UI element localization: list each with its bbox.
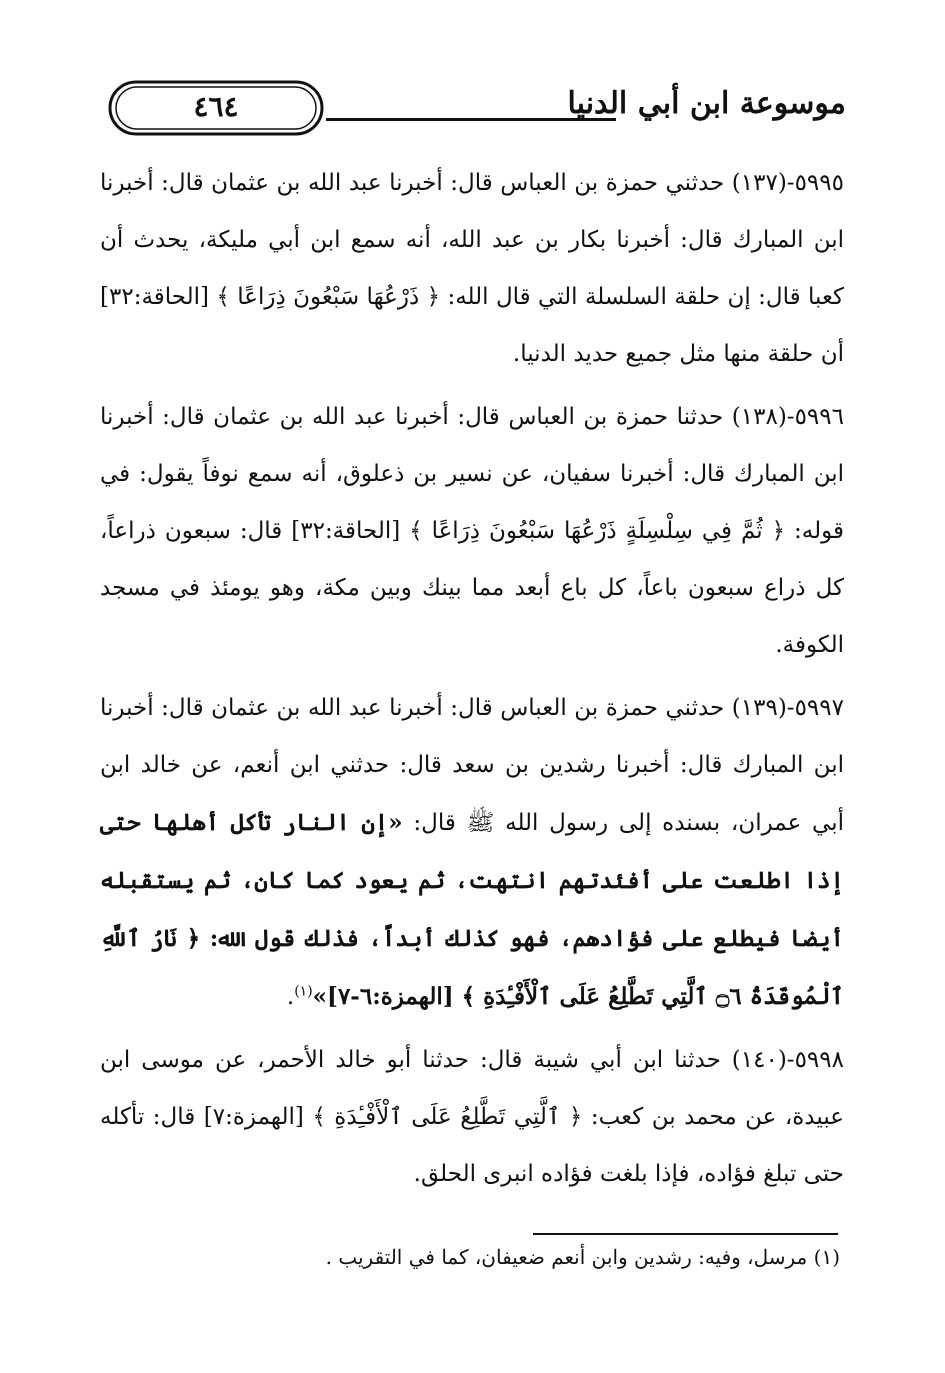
footnote-divider [533,1233,838,1235]
page-number: ٤٦٤ [193,90,239,123]
footnote: (١) مرسل، وفيه: رشدين وابن أنعم ضعيفان، كما في التقريب . [325,1245,840,1269]
hadith-matn: «إن النار تأكل أهلها حتى إذا اطلعت على أفئدتهم انتهت، ثم يعود كما كان، ثم يستقبله أيضا فيطلع على فؤادهم، فهو كذلك أبداً، فذلك قول الله: ﴿ نَارُ ٱللَّهِ ٱلْمُوقَدَةُ ۝٦ ٱلَّتِي تَطَّلِعُ عَلَى ٱلْأَفْـِٔدَةِ ﴾ [الهمزة:٦-٧]» [100,809,844,1010]
hadith-paragraph-5998: ٥٩٩٨-(١٤٠) حدثنا ابن أبي شيبة قال: حدثنا أبو خالد الأحمر، عن موسى ابن عبيدة، عن محمد بن كعب: ﴿ ٱلَّتِي تَطَّلِعُ عَلَى ٱلْأَفْـِٔدَةِ ﴾ [الهمزة:٧] قال: تأكله حتى تبلغ فؤاده، فإذا بلغت فؤاده انبرى الحلق. [100,1047,844,1187]
main-text [100,155,844,1209]
paragraph-end: . [286,984,295,1010]
page-header [96,78,846,144]
hadith-paragraph-5995: ٥٩٩٥-(١٣٧) حدثني حمزة بن العباس قال: أخبرنا عبد الله بن عثمان قال: أخبرنا ابن المبارك قال: أخبرنا بكار بن عبد الله، أنه سمع ابن أبي مليكة، يحدث أن كعبا قال: إن حلقة السلسلة التي قال الله: ﴿ ذَرْعُهَا سَبْعُونَ ذِرَاعًا ﴾ [الحاقة:٣٢] أن حلقة منها مثل جميع حديد الدنيا. [100,170,844,367]
hadith-paragraph-5997 [100,680,844,1026]
page-number-frame [106,78,326,138]
book-title: موسوعة ابن أبي الدنيا [567,86,846,121]
footnote-reference: (١) [294,983,313,1000]
hadith-chain: ٥٩٩٧-(١٣٩) حدثني حمزة بن العباس قال: أخبرنا عبد الله بن عثمان قال: أخبرنا ابن المبارك قال: أخبرنا رشدين بن سعد قال: حدثني ابن أنعم، عن خالد ابن أبي عمران، بسنده إلى رسول الله ﷺ قال: [100,695,845,836]
hadith-paragraph-5996: ٥٩٩٦-(١٣٨) حدثنا حمزة بن العباس قال: أخبرنا عبد الله بن عثمان قال: أخبرنا ابن المبارك قال: أخبرنا سفيان، عن نسير بن ذعلوق، أنه سمع نوفاً يقول: في قوله: ﴿ ثُمَّ فِي سِلْسِلَةٍ ذَرْعُهَا سَبْعُونَ ذِرَاعًا ﴾ [الحاقة:٣٢] قال: سبعون ذراعاً، كل ذراع سبعون باعاً، كل باع أبعد مما بينك وبين مكة، وهو يومئذ في مسجد الكوفة. [100,404,844,658]
